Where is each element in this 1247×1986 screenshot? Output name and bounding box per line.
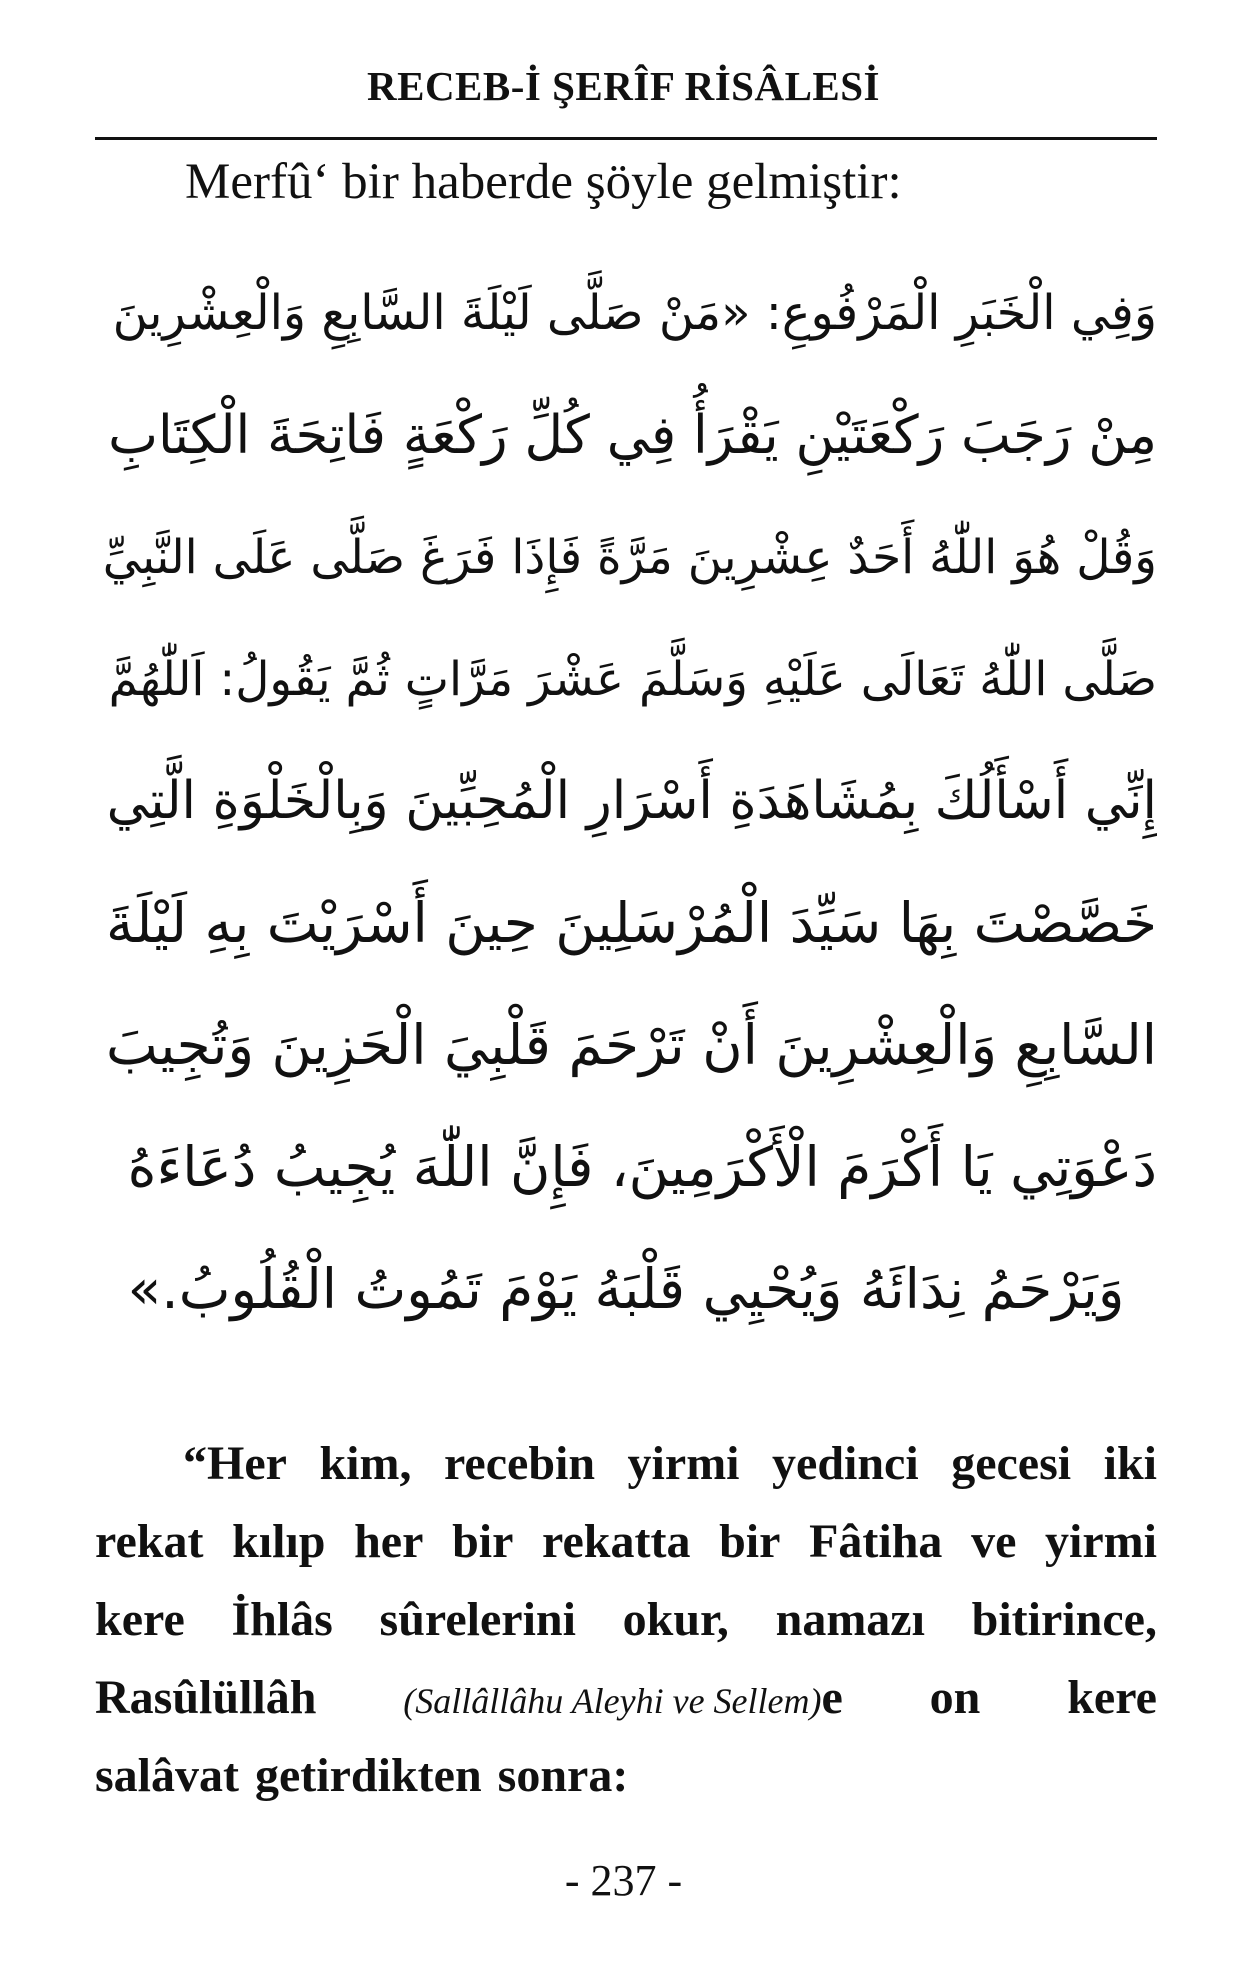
- word: gecesi: [951, 1437, 1072, 1490]
- intro-sentence: Merfû‘ bir haberde şöyle gelmiştir:: [185, 154, 902, 210]
- prophet-name: Rasûlüllâh: [95, 1671, 317, 1724]
- arabic-line: وَقُلْ هُوَ اللّٰهُ أَحَدٌ عِشْرِينَ مَرَّةً فَإِذَا فَرَغَ صَلَّى عَلَى النَّبِيِّ: [102, 529, 1157, 585]
- arabic-line: وَفِي الْخَبَرِ الْمَرْفُوعِ: «مَنْ صَلَّى لَيْلَةَ السَّابِعِ وَالْعِشْرِينَ: [112, 285, 1157, 341]
- word: iki: [1103, 1437, 1157, 1490]
- header-rule: [95, 137, 1157, 140]
- honorific-phrase: (Sallâllâhu Aleyhi ve Sellem): [403, 1681, 822, 1721]
- turkish-translation: [95, 1425, 1157, 1815]
- word: yirmi: [627, 1437, 740, 1490]
- arabic-line: صَلَّى اللّٰهُ تَعَالَى عَلَيْهِ وَسَلَّمَ عَشْرَ مَرَّاتٍ ثُمَّ يَقُولُ: اَللّٰهُمَّ: [108, 651, 1157, 707]
- word: kere: [1067, 1671, 1157, 1724]
- word: her: [354, 1515, 424, 1568]
- word: sonra:: [497, 1749, 629, 1802]
- word: recebin: [443, 1437, 596, 1490]
- running-title: RECEB-İ ŞERÎF RİSÂLESİ: [366, 63, 881, 109]
- word: Fâtiha: [809, 1515, 943, 1568]
- word: kim,: [319, 1437, 412, 1490]
- translation-line: [95, 1425, 1157, 1503]
- arabic-line: السَّابِعِ وَالْعِشْرِينَ أَنْ تَرْحَمَ قَلْبِيَ الْحَزِينَ وَتُجِيبَ: [106, 1013, 1157, 1077]
- arabic-line: خَصَّصْتَ بِهَا سَيِّدَ الْمُرْسَلِينَ حِينَ أَسْرَيْتَ بِهِ لَيْلَةَ: [105, 891, 1157, 955]
- word: yedinci: [772, 1437, 919, 1490]
- word: sûrelerini: [379, 1593, 576, 1646]
- arabic-line: إِنِّي أَسْأَلُكَ بِمُشَاهَدَةِ أَسْرَارِ الْمُحِبِّينَ وَبِالْخَلْوَةِ الَّتِي: [106, 771, 1157, 831]
- word: namazı: [775, 1593, 925, 1646]
- word: salâvat: [95, 1749, 239, 1802]
- translation-line: [95, 1503, 1157, 1581]
- word: bitirince,: [971, 1593, 1157, 1646]
- word: yirmi: [1045, 1515, 1157, 1568]
- word: rekat: [95, 1515, 204, 1568]
- word: bir: [719, 1515, 781, 1568]
- word: rekatta: [542, 1515, 691, 1568]
- arabic-hadith-text: [95, 252, 1157, 1350]
- word: on: [929, 1671, 981, 1724]
- word: kere: [95, 1593, 185, 1646]
- page-number: - 237 -: [564, 1856, 683, 1905]
- word: bir: [452, 1515, 514, 1568]
- word: getirdikten: [255, 1749, 482, 1802]
- word: okur,: [622, 1593, 729, 1646]
- arabic-line: وَيَرْحَمُ نِدَائَهُ وَيُحْيِي قَلْبَهُ يَوْمَ تَمُوتُ الْقُلُوبُ.»: [127, 1257, 1125, 1321]
- translation-line: [95, 1659, 1157, 1737]
- arabic-line: دَعْوَتِي يَا أَكْرَمَ الْأَكْرَمِينَ، فَإِنَّ اللّٰهَ يُجِيبُ دُعَاءَهُ: [127, 1135, 1157, 1199]
- word: “Her: [183, 1437, 287, 1490]
- word: ve: [971, 1515, 1017, 1568]
- word: kılıp: [232, 1515, 326, 1568]
- suffix: e: [821, 1671, 843, 1724]
- translation-line: [95, 1737, 1157, 1815]
- translation-line: [95, 1581, 1157, 1659]
- word: İhlâs: [231, 1593, 333, 1646]
- arabic-line: مِنْ رَجَبَ رَكْعَتَيْنِ يَقْرَأُ فِي كُلِّ رَكْعَةٍ فَاتِحَةَ الْكِتَابِ: [108, 404, 1157, 466]
